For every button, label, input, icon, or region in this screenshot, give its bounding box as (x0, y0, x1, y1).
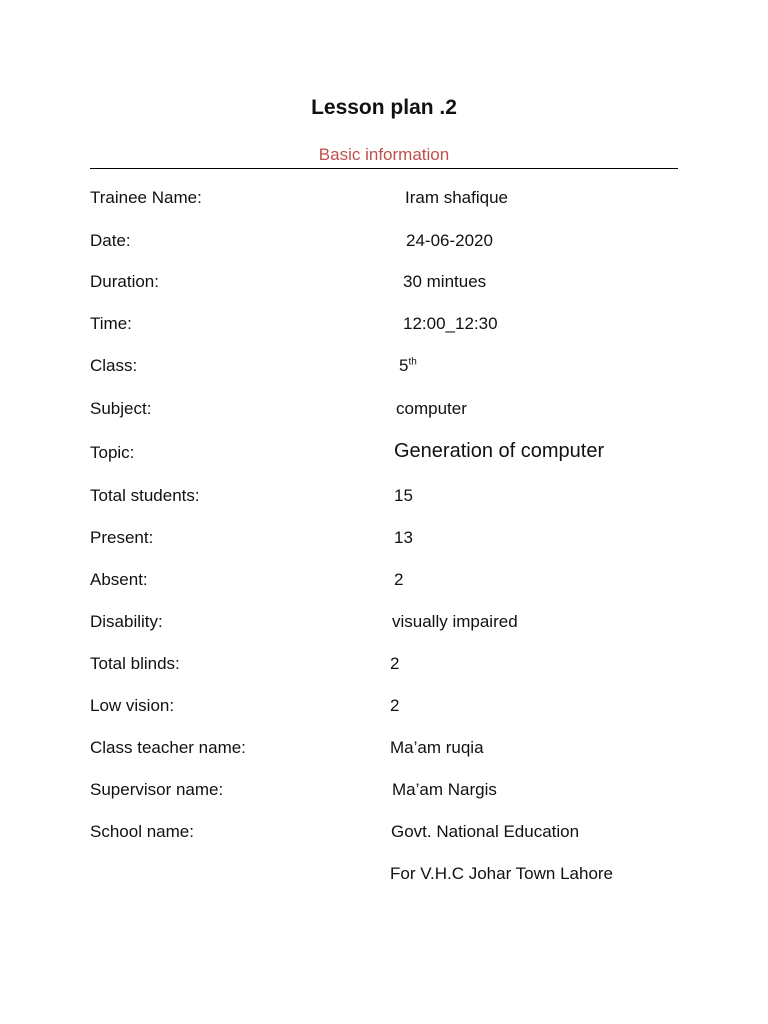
info-value: 12:00_12:30 (403, 314, 498, 333)
info-label: Present: (90, 528, 154, 547)
info-row-total-students (90, 486, 710, 510)
info-label: Class teacher name: (90, 738, 246, 757)
info-row-topic (90, 440, 710, 467)
info-label: Disability: (90, 612, 163, 631)
info-row-low-vision (90, 696, 710, 720)
info-row-duration (90, 272, 710, 296)
page-title: Lesson plan .2 (311, 96, 457, 119)
divider (90, 168, 678, 169)
info-row-present (90, 528, 710, 552)
info-label: Class: (90, 356, 138, 375)
info-value: 24-06-2020 (406, 231, 493, 250)
info-label: Date: (90, 231, 131, 250)
info-row-disability (90, 612, 710, 636)
info-value: 13 (394, 528, 413, 547)
info-row-class (90, 356, 710, 380)
info-row-school-name-continued (90, 864, 710, 888)
info-value: 2 (390, 654, 400, 673)
info-row-school-name (90, 822, 710, 846)
info-value (399, 356, 417, 376)
class-ordinal-suffix: th (408, 356, 417, 368)
class-number: 5 (399, 356, 409, 375)
info-value: 30 mintues (403, 272, 487, 291)
info-row-subject (90, 399, 710, 423)
section-subtitle: Basic information (318, 145, 450, 164)
info-value: Govt. National Education (391, 822, 580, 841)
info-row-absent (90, 570, 710, 594)
info-label: School name: (90, 822, 194, 841)
info-row-supervisor-name (90, 780, 710, 804)
info-row-total-blinds (90, 654, 710, 678)
info-value: For V.H.C Johar Town Lahore (390, 864, 614, 883)
info-label: Total students: (90, 486, 200, 505)
info-row-class-teacher-name (90, 738, 710, 762)
info-label: Low vision: (90, 696, 175, 715)
info-value: Ma’am Nargis (392, 780, 497, 799)
info-value: Generation of computer (394, 440, 605, 462)
info-value: computer (396, 399, 467, 418)
info-label: Subject: (90, 399, 152, 418)
info-value: Iram shafique (405, 188, 508, 207)
info-label: Total blinds: (90, 654, 180, 673)
info-value: visually impaired (392, 612, 518, 631)
info-row-trainee-name (90, 188, 710, 212)
info-label: Time: (90, 314, 132, 333)
info-label: Absent: (90, 570, 148, 589)
info-value: Ma’am ruqia (390, 738, 484, 757)
info-value: 2 (394, 570, 404, 589)
info-label: Trainee Name: (90, 188, 202, 207)
info-label: Duration: (90, 272, 159, 291)
info-label: Supervisor name: (90, 780, 224, 799)
info-value: 15 (394, 486, 413, 505)
info-row-time (90, 314, 710, 338)
info-label: Topic: (90, 443, 135, 462)
info-row-date (90, 231, 710, 255)
info-value: 2 (390, 696, 400, 715)
